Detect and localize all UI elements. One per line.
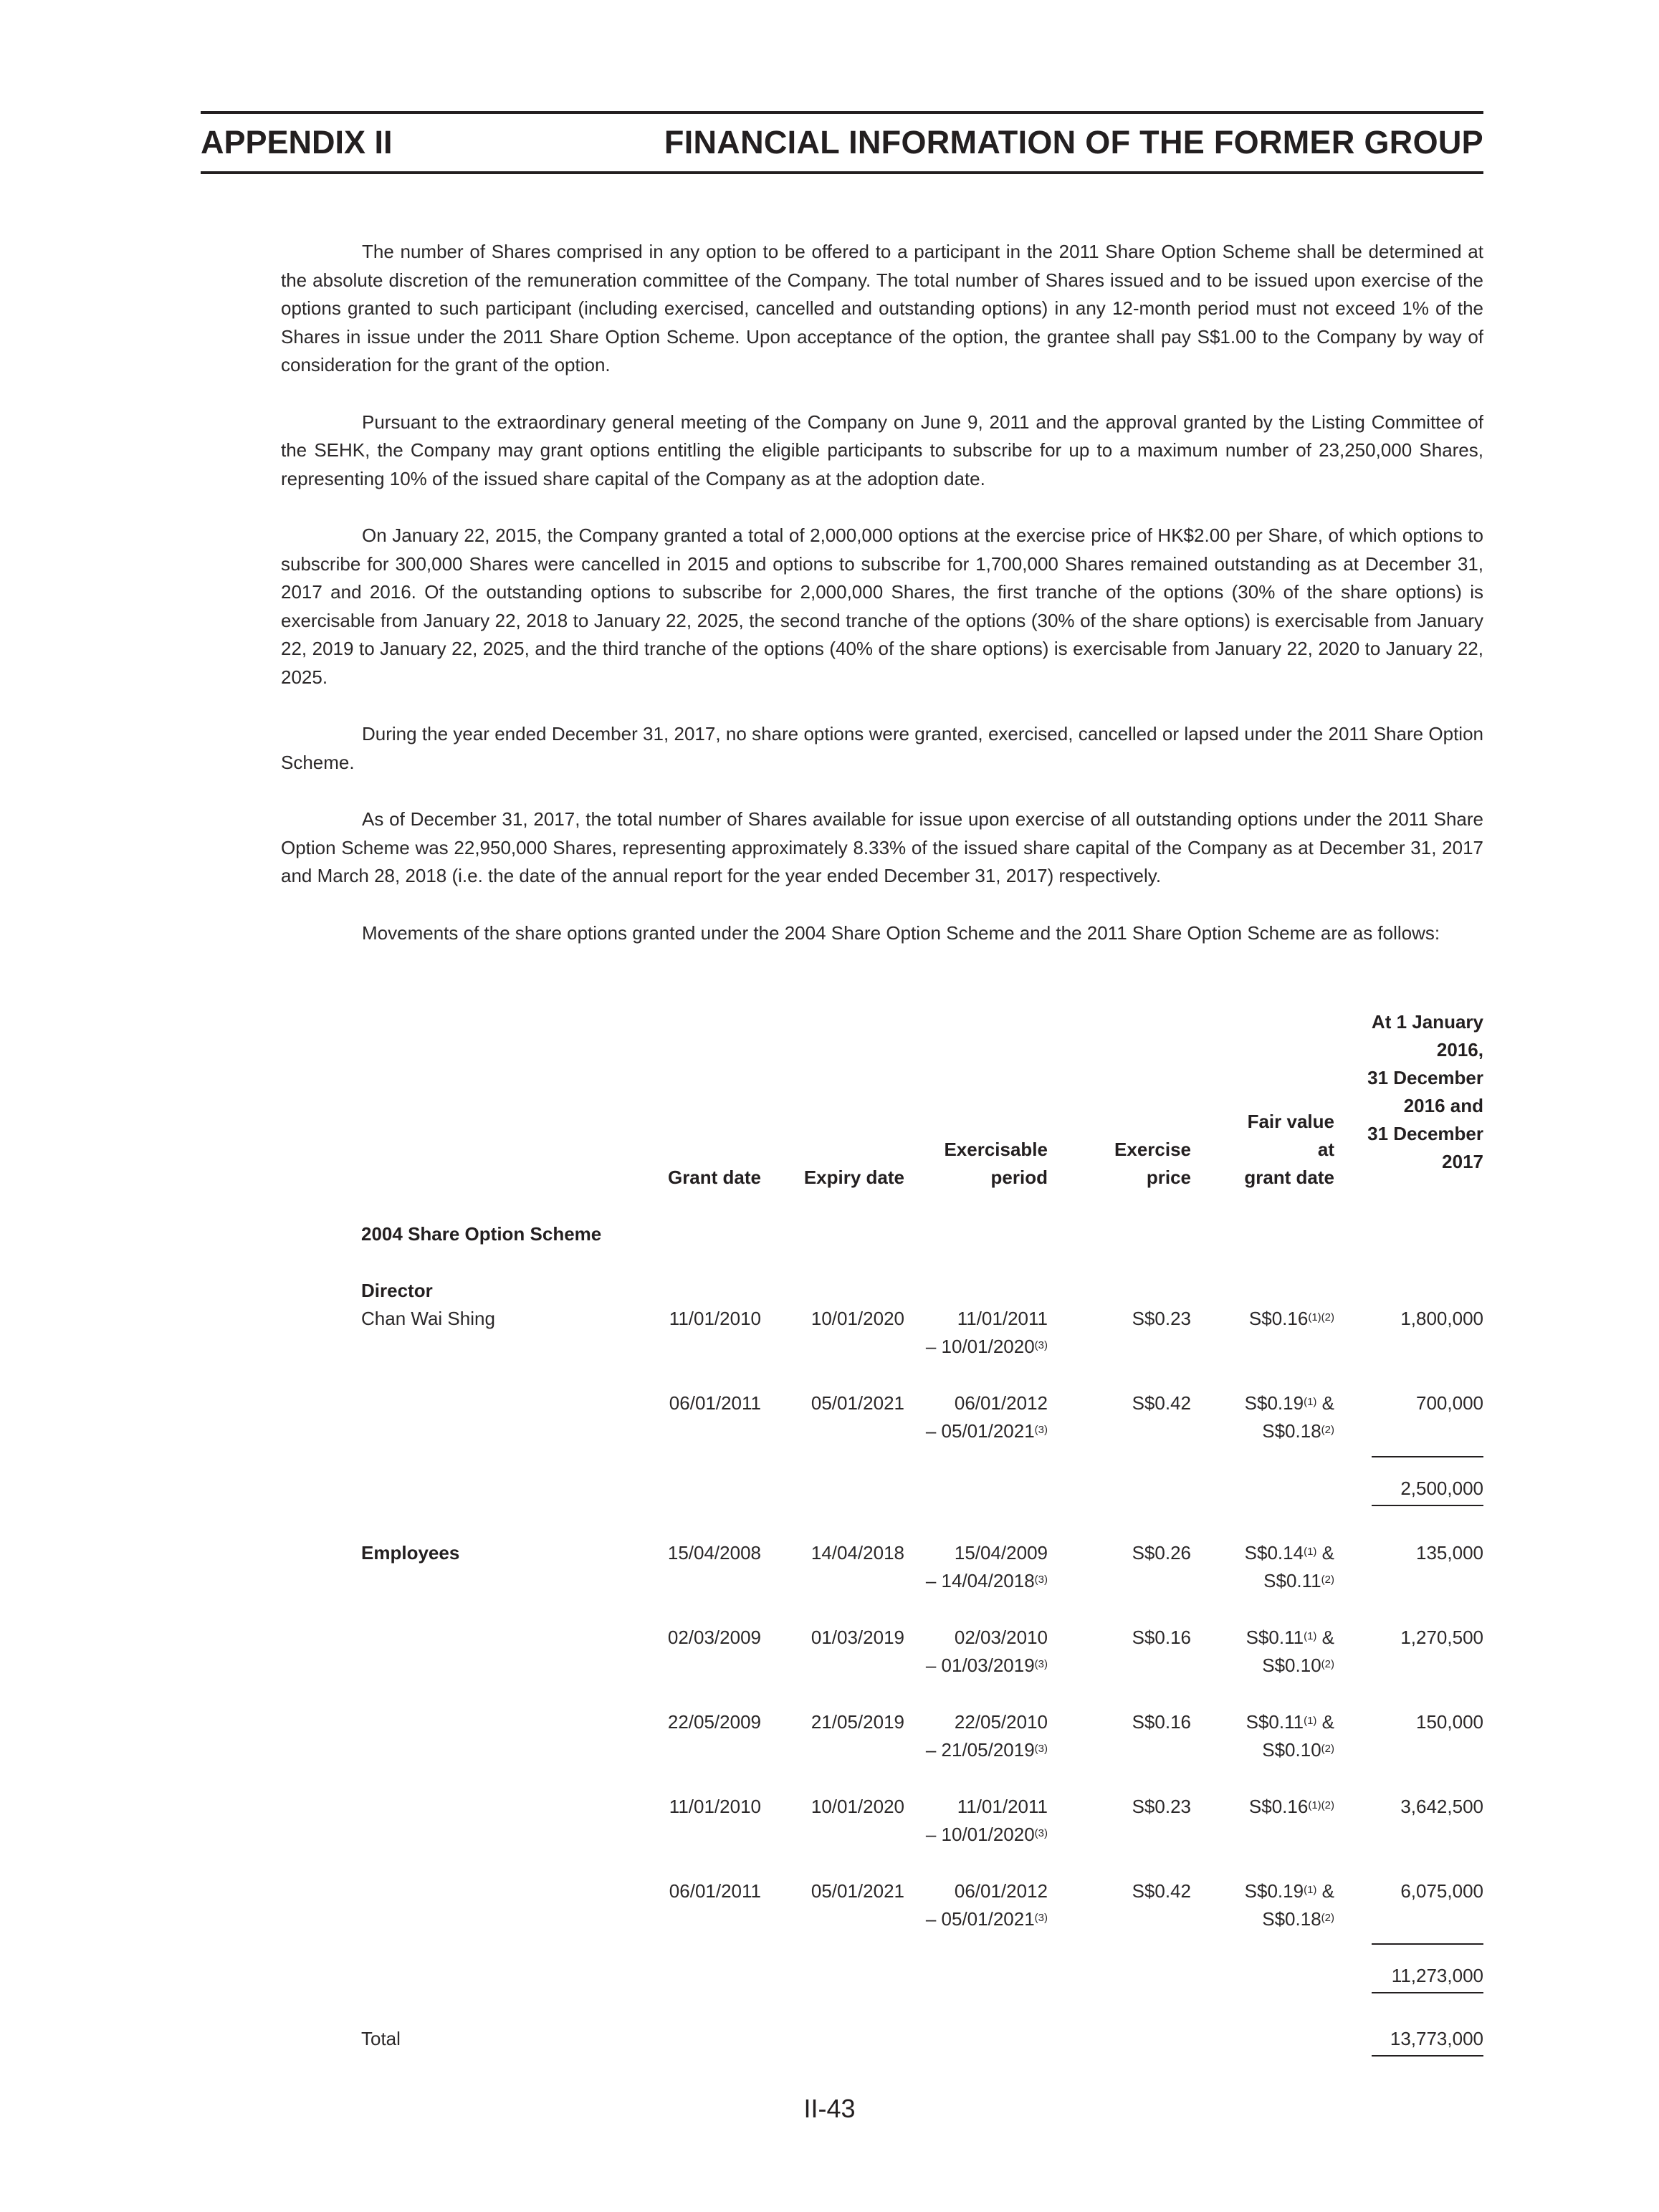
fair-value-footnote: (1) (1304, 1715, 1317, 1727)
expiry-date-cell: 01/03/2019 (811, 1627, 904, 1648)
amount-cell: 6,075,000 (1400, 1880, 1483, 1902)
header-price-2: price (1146, 1167, 1191, 1188)
period-to-cell (869, 1417, 1048, 1445)
fair-value-second-cell (1205, 1567, 1334, 1595)
fair-value-footnote: (1) (1304, 1630, 1317, 1642)
grant-date-cell: 11/01/2010 (669, 1796, 761, 1817)
paragraph-3: On January 22, 2015, the Company granted a total of 2,000,000 options at the exercise price of HK$2.00 per Share, of which options to subscribe for 300,000 Shares were cancelled in 2015 and options to subscribe for 1,700,000 Shares remained outstanding as at December 31, 2017 and 2016. Of the outstanding options to subscribe for 2,000,000 Shares, the first tranche of the options (30% of the share options) is exercisable from January 22, 2018 to January 22, 2025, the second tranche of the options (30% of the share options) is exercisable from January 22, 2019 to January 22, 2025, and the third tranche of the options (40% of the share options) is exercisable from January 22, 2020 to January 22, 2025. (281, 525, 1483, 688)
paragraph-6: Movements of the share options granted under the 2004 Share Option Scheme and the 2011 Share Option Scheme are as follows: (362, 921, 1440, 944)
fair-value-value: S$0.16 (1248, 1308, 1309, 1329)
fair-value-cell (1205, 1877, 1334, 1905)
section-title: FINANCIAL INFORMATION OF THE FORMER GROUP (664, 124, 1483, 161)
grand-total: 13,773,000 (1390, 2028, 1483, 2049)
amount-cell: 135,000 (1416, 1542, 1483, 1564)
fair-value-suffix: & (1316, 1711, 1334, 1733)
fair-value-second-value: S$0.10 (1262, 1655, 1321, 1676)
director-label: Director (361, 1280, 433, 1301)
employee-subtotal-underline (1372, 1992, 1483, 1993)
header-at-4: 2016 and (1403, 1095, 1483, 1116)
fair-value-value: S$0.19 (1244, 1880, 1304, 1902)
header-at-3: 31 December (1367, 1067, 1483, 1088)
fair-value-cell (1205, 1389, 1334, 1417)
fair-value-suffix: & (1316, 1542, 1334, 1564)
header-price-1: Exercise (1114, 1139, 1191, 1160)
header-at-6: 2017 (1442, 1151, 1483, 1172)
fair-value-second-footnote: (2) (1321, 1658, 1334, 1670)
director-subtotal-underline (1372, 1505, 1483, 1506)
period-from-cell: 11/01/2011 (957, 1308, 1048, 1329)
period-to-footnote: (3) (1034, 1339, 1048, 1351)
fair-value-footnote: (1)(2) (1308, 1311, 1334, 1323)
period-from-cell: 02/03/2010 (954, 1627, 1048, 1648)
exercise-price-cell: S$0.23 (1132, 1796, 1191, 1817)
period-to-value: – 01/03/2019 (925, 1655, 1035, 1676)
fair-value-cell (1205, 1305, 1334, 1333)
expiry-date-cell: 21/05/2019 (811, 1711, 904, 1733)
fair-value-second-value: S$0.10 (1262, 1739, 1321, 1761)
period-to-value: – 21/05/2019 (925, 1739, 1035, 1761)
expiry-date-cell: 05/01/2021 (811, 1392, 904, 1414)
fair-value-second-cell (1205, 1652, 1334, 1680)
fair-value-second-cell (1205, 1736, 1334, 1764)
expiry-date-cell: 05/01/2021 (811, 1880, 904, 1902)
exercise-price-cell: S$0.16 (1132, 1627, 1191, 1648)
grant-date-cell: 06/01/2011 (669, 1880, 761, 1902)
period-from-cell: 11/01/2011 (957, 1796, 1048, 1817)
exercise-price-cell: S$0.16 (1132, 1711, 1191, 1733)
fair-value-footnote: (1) (1304, 1546, 1317, 1558)
period-from-cell: 15/04/2009 (954, 1542, 1048, 1564)
body-text (281, 238, 1483, 976)
header-grant-date: Grant date (667, 1167, 761, 1188)
period-to-cell (869, 1652, 1048, 1680)
fair-value-second-footnote: (2) (1321, 1424, 1334, 1436)
header-fair-value-3: grant date (1244, 1167, 1334, 1188)
expiry-date-cell: 14/04/2018 (811, 1542, 904, 1564)
header-fair-value-1: Fair value (1247, 1111, 1334, 1132)
amount-cell: 700,000 (1416, 1392, 1483, 1414)
period-to-cell (869, 1333, 1048, 1361)
fair-value-value: S$0.11 (1246, 1711, 1304, 1733)
period-to-cell (869, 1905, 1048, 1933)
fair-value-suffix: & (1316, 1392, 1334, 1414)
header-at-2: 2016, (1436, 1039, 1483, 1060)
employee-subtotal-rule (1372, 1943, 1483, 1945)
expiry-date-cell: 10/01/2020 (811, 1308, 904, 1329)
exercise-price-cell: S$0.42 (1132, 1880, 1191, 1902)
amount-cell: 3,642,500 (1400, 1796, 1483, 1817)
paragraph-5: As of December 31, 2017, the total number of Shares available for issue upon exercise of all outstanding options under the 2011 Share Option Scheme was 22,950,000 Shares, representing approximately 8.33% of the issued share capital of the Company as at December 31, 2017 and March 28, 2018 (i.e. the date of the annual report for the year ended December 31, 2017) respectively. (281, 808, 1483, 886)
period-to-value: – 05/01/2021 (925, 1420, 1035, 1442)
amount-cell: 1,270,500 (1400, 1627, 1483, 1648)
period-to-footnote: (3) (1034, 1743, 1048, 1755)
grant-date-cell: 15/04/2008 (667, 1542, 761, 1564)
fair-value-second-footnote: (2) (1321, 1743, 1334, 1755)
grant-date-cell: 02/03/2009 (667, 1627, 761, 1648)
amount-cell: 150,000 (1416, 1711, 1483, 1733)
period-from-cell: 06/01/2012 (954, 1392, 1048, 1414)
grant-date-cell: 22/05/2009 (667, 1711, 761, 1733)
header-rule-bottom (201, 171, 1483, 174)
amount-cell: 1,800,000 (1400, 1308, 1483, 1329)
fair-value-value: S$0.11 (1246, 1627, 1304, 1648)
period-to-footnote: (3) (1034, 1658, 1048, 1670)
grant-date-cell: 11/01/2010 (669, 1308, 761, 1329)
fair-value-value: S$0.19 (1244, 1392, 1304, 1414)
period-to-footnote: (3) (1034, 1912, 1048, 1924)
fair-value-second-footnote: (2) (1321, 1912, 1334, 1924)
fair-value-suffix: & (1316, 1627, 1334, 1648)
grant-date-cell: 06/01/2011 (669, 1392, 761, 1414)
period-to-value: – 10/01/2020 (925, 1336, 1035, 1357)
fair-value-cell (1205, 1793, 1334, 1821)
paragraph-4: During the year ended December 31, 2017, no share options were granted, exercised, cancelled or lapsed under the 2011 Share Option Scheme. (281, 723, 1483, 773)
appendix-label: APPENDIX II (201, 124, 393, 161)
fair-value-cell (1205, 1624, 1334, 1652)
period-from-cell: 06/01/2012 (954, 1880, 1048, 1902)
period-to-value: – 10/01/2020 (925, 1824, 1035, 1845)
page-header (201, 111, 1483, 174)
fair-value-cell (1205, 1708, 1334, 1736)
page-number: II-43 (803, 2094, 856, 2123)
header-exercisable-1: Exercisable (944, 1139, 1048, 1160)
fair-value-footnote: (1)(2) (1308, 1799, 1334, 1811)
exercise-price-cell: S$0.26 (1132, 1542, 1191, 1564)
header-fair-value-2: at (1317, 1139, 1334, 1160)
period-to-value: – 14/04/2018 (925, 1570, 1035, 1591)
fair-value-second-value: S$0.11 (1263, 1570, 1321, 1591)
director-subtotal: 2,500,000 (1400, 1478, 1483, 1499)
fair-value-footnote: (1) (1304, 1396, 1317, 1408)
period-to-footnote: (3) (1034, 1574, 1048, 1586)
fair-value-suffix: & (1316, 1880, 1334, 1902)
scheme-title: 2004 Share Option Scheme (361, 1223, 602, 1245)
period-to-footnote: (3) (1034, 1424, 1048, 1436)
header-at-5: 31 December (1367, 1123, 1483, 1144)
fair-value-second-value: S$0.18 (1262, 1420, 1321, 1442)
paragraph-2: Pursuant to the extraordinary general meeting of the Company on June 9, 2011 and the approval granted by the Listing Committee of the SEHK, the Company may grant options entitling the eligible participants to subscribe for up to a maximum number of 23,250,000 Shares, representing 10% of the issued share capital of the Company as at the adoption date. (281, 411, 1483, 489)
employee-subtotal: 11,273,000 (1391, 1965, 1483, 1986)
period-from-cell: 22/05/2010 (954, 1711, 1048, 1733)
fair-value-value: S$0.16 (1248, 1796, 1309, 1817)
employees-label: Employees (361, 1542, 460, 1564)
fair-value-second-value: S$0.18 (1262, 1908, 1321, 1930)
period-to-value: – 05/01/2021 (925, 1908, 1035, 1930)
director-name: Chan Wai Shing (361, 1308, 495, 1329)
fair-value-second-cell (1205, 1417, 1334, 1445)
exercise-price-cell: S$0.42 (1132, 1392, 1191, 1414)
exercise-price-cell: S$0.23 (1132, 1308, 1191, 1329)
period-to-cell (869, 1567, 1048, 1595)
expiry-date-cell: 10/01/2020 (811, 1796, 904, 1817)
header-expiry-date: Expiry date (803, 1167, 904, 1188)
period-to-cell (869, 1736, 1048, 1764)
period-to-footnote: (3) (1034, 1827, 1048, 1839)
fair-value-cell (1205, 1539, 1334, 1567)
fair-value-footnote: (1) (1304, 1884, 1317, 1896)
paragraph-1: The number of Shares comprised in any option to be offered to a participant in the 2011 Share Option Scheme shall be determined at the absolute discretion of the remuneration committee of the Company. The total number of Shares issued and to be issued upon exercise of the options granted to such participant (including exercised, cancelled and outstanding options) in any 12-month period must not exceed 1% of the Shares in issue under the 2011 Share Option Scheme. Upon acceptance of the option, the grantee shall pay S$1.00 to the Company by way of consideration for the grant of the option. (281, 241, 1483, 375)
fair-value-value: S$0.14 (1244, 1542, 1304, 1564)
header-at-1: At 1 January (1371, 1011, 1483, 1033)
fair-value-second-cell (1205, 1905, 1334, 1933)
header-exercisable-2: period (990, 1167, 1048, 1188)
grand-total-underline (1372, 2055, 1483, 2057)
total-label: Total (361, 2028, 401, 2049)
director-subtotal-rule (1372, 1456, 1483, 1457)
period-to-cell (869, 1821, 1048, 1849)
fair-value-second-footnote: (2) (1321, 1574, 1334, 1586)
